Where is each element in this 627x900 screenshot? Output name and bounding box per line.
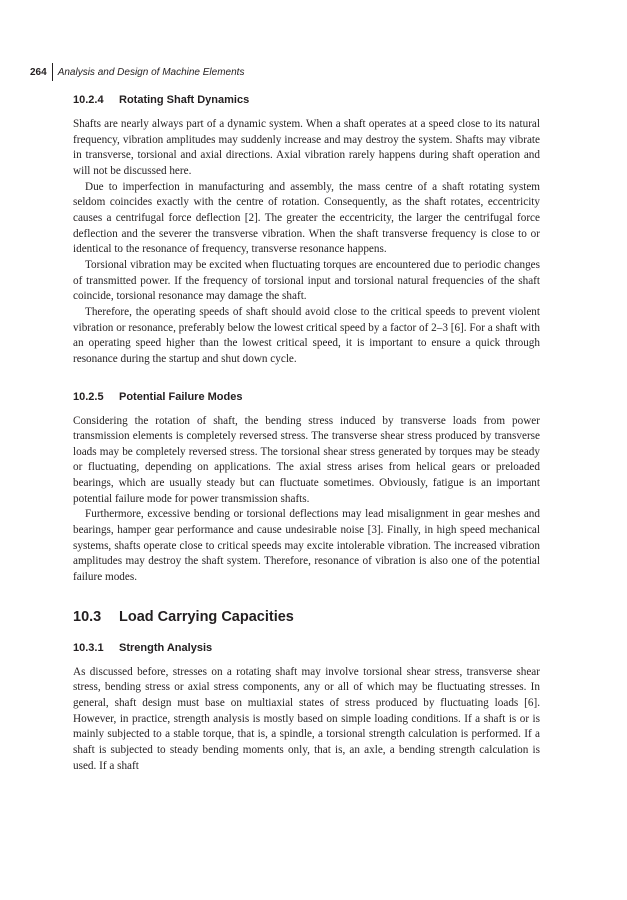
- subsection-number: 10.2.4: [73, 94, 104, 106]
- subsection-heading-strength: [73, 639, 540, 657]
- section-title: Load Carrying Capacities: [119, 608, 294, 625]
- subsection-title: Strength Analysis: [119, 641, 213, 654]
- running-head: [30, 63, 244, 81]
- paragraph: Torsional vibration may be excited when fluctuating torques are encountered due to periodic changes of transmitted power. If the frequency of torsional input and torsional natural frequencies of the shaft coincide, torsional resonance may damage the shaft.: [73, 258, 540, 303]
- book-title: Analysis and Design of Machine Elements: [57, 66, 245, 78]
- page-number: 264: [30, 66, 47, 78]
- paragraph: Considering the rotation of shaft, the bending stress induced by transverse loads from power transmission elements is completely reversed stress. The transverse shear stress produced by transverse loads may be completely reversed stress. The torsional shear stress generated by torques may be steady or fluctuating, depending on applications. The axial stress arises from helical gears or preloaded bearings, which are usually steady but can fluctuate sometimes. Obviously, fatigue is an important potential failure mode for power transmission shafts.: [73, 414, 540, 505]
- subsection-number: 10.3.1: [73, 641, 104, 654]
- paragraph: As discussed before, stresses on a rotating shaft may involve torsional shear stress, transverse shear stress, bending stress or axial stress components, any or all of which may be fluctuating stresses. In general, shaft design must base on multiaxial states of stress produced by fluctuating loads [6]. However, in practice, strength analysis is mostly based on simple loading conditions. If a shaft is or is mainly subjected to a stable torque, that is, a spindle, a torsional strength calculation is performed. If a shaft is subjected to steady bending moments only, that is, an axle, a bending strength calculation is used. If a shaft: [73, 665, 540, 772]
- paragraph: Due to imperfection in manufacturing and assembly, the mass centre of a shaft rotating system seldom coincides exactly with the centre of rotation. Consequently, as the shaft rotates, eccentricity causes a centrifugal force deflection [2]. The greater the eccentricity, the larger the centrifugal force deflection and the severer the transverse vibration. When the shaft transverse frequency is close to or identical to the resonance of frequency, transverse resonance happens.: [73, 180, 540, 256]
- section-number: 10.3: [73, 608, 102, 625]
- header-rule: [52, 63, 53, 81]
- subsection-title: Rotating Shaft Dynamics: [119, 94, 250, 106]
- subsection-heading-rotating: [73, 91, 540, 109]
- subsection-title: Potential Failure Modes: [119, 390, 243, 403]
- paragraph: Therefore, the operating speeds of shaft should avoid close to the critical speeds to prevent violent vibration or resonance, preferably below the lowest critical speed by a factor of 2–3 [6]. For a shaft with an operating speed higher than the lowest critical speed, it is important to ensure a quick through resonance during the startup and shut down cycle.: [73, 305, 540, 365]
- section-heading-load: [73, 606, 540, 628]
- paragraph: Furthermore, excessive bending or torsional deflections may lead misalignment in gear meshes and bearings, hamper gear performance and cause undesirable noise [3]. Finally, in high speed mechanical systems, shafts operate close to critical speeds may excite intolerable vibration. The increased vibration amplitudes may destroy the shaft system. Therefore, resonance of vibration is also one of the potential failure modes.: [73, 508, 540, 584]
- page-content: [73, 91, 540, 774]
- subsection-number: 10.2.5: [73, 390, 104, 403]
- paragraph: Shafts are nearly always part of a dynamic system. When a shaft operates at a speed close to its natural frequency, vibration amplitudes may suddenly increase and may destroy the system. Shafts may vibrate in transverse, torsional and axial directions. Axial vibration rarely happens during shaft operation and will not be discussed here.: [73, 118, 540, 177]
- subsection-heading-failure: [73, 388, 540, 406]
